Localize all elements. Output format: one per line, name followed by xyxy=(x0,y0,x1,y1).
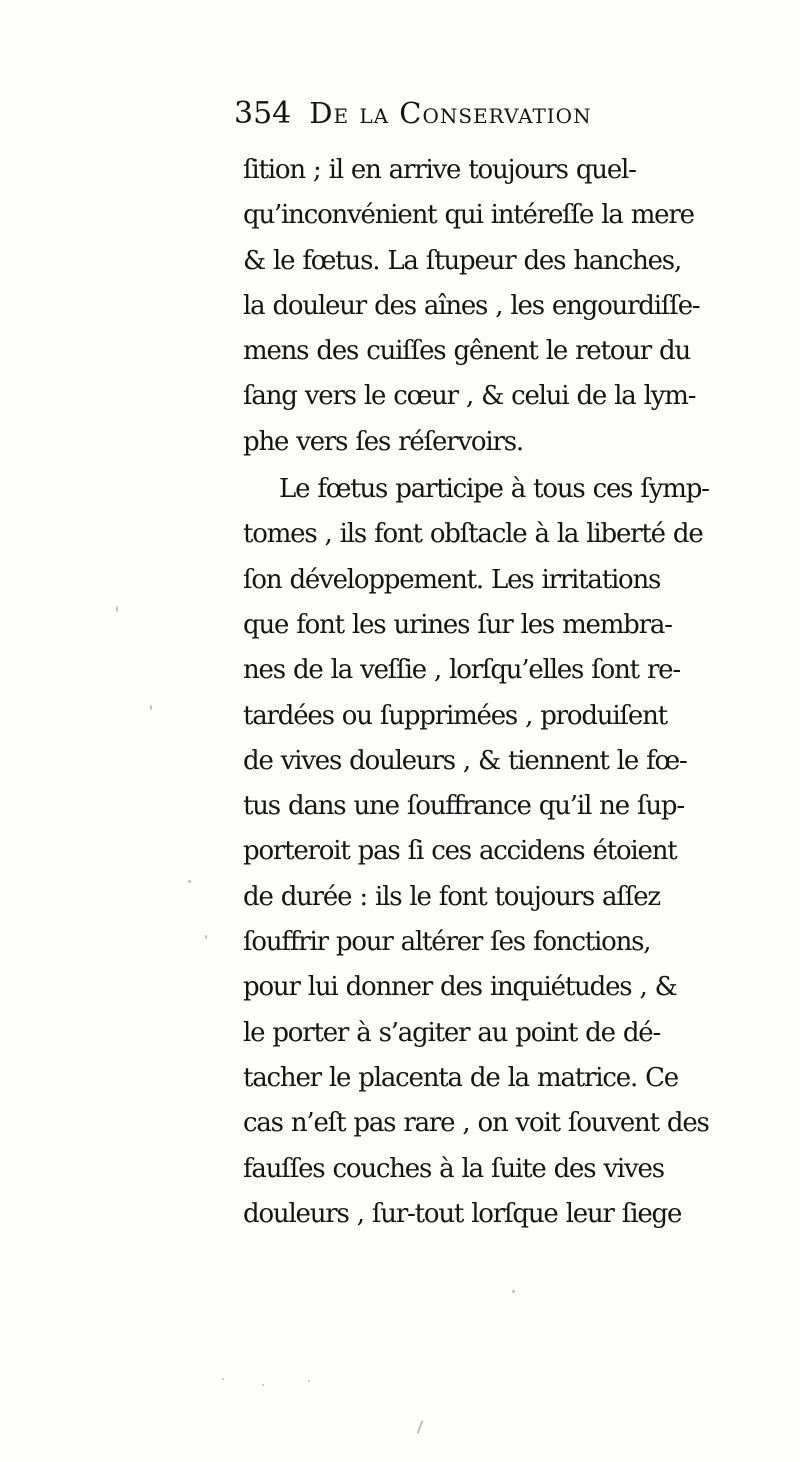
paper-speck xyxy=(205,935,207,939)
text-line: que font les urines ſur les membra- xyxy=(243,609,672,640)
text-line: le porter à s’agiter au point de dé- xyxy=(243,1017,661,1048)
text-line: tomes , ils font obſtacle à la liberté de xyxy=(243,519,703,550)
text-line: ſon développement. Les irritations xyxy=(243,564,661,595)
text-line: cas n’eſt pas rare , on voit ſouvent des xyxy=(243,1108,709,1139)
text-line: qu’inconvénient qui intéreſſe la mere xyxy=(243,200,694,231)
text-line: & le fœtus. La ſtupeur des hanches, xyxy=(243,245,682,276)
text-line: porteroit pas ſi ces accidens étoient xyxy=(243,836,677,867)
text-line: Le fœtus participe à tous ces ſymp- xyxy=(279,474,709,505)
text-line: ſition ; il en arrive toujours quel- xyxy=(243,155,636,185)
body-text xyxy=(243,148,800,1237)
text-line: fauſſes couches à la ſuite des vives xyxy=(243,1153,664,1184)
text-line: ſang vers le cœur , & celui de la lym- xyxy=(243,381,696,412)
text-line: tardées ou ſupprimées , produiſent xyxy=(243,700,667,731)
running-head: De la Conservation xyxy=(309,96,592,130)
text-line: nes de la veſſie , lorſqu’elles ſont re- xyxy=(243,655,680,686)
paper-speck xyxy=(512,1290,515,1293)
page-header xyxy=(234,96,800,144)
paper-speck xyxy=(222,1378,224,1380)
text-line: mens des cuiſſes gênent le retour du xyxy=(243,336,691,367)
paper-speck xyxy=(188,880,191,883)
paper-speck xyxy=(150,705,152,710)
paper-speck xyxy=(116,606,118,612)
text-line: ſouffrir pour altérer ſes fonctions, xyxy=(243,927,651,958)
paper-speck xyxy=(417,1420,424,1434)
paragraph xyxy=(243,467,800,1237)
text-line: pour lui donner des inquiétudes , & xyxy=(243,972,677,1003)
paper-speck xyxy=(262,1384,264,1386)
text-line: de vives douleurs , & tiennent le fœ- xyxy=(243,745,687,776)
text-line: douleurs , ſur-tout lorſque leur ſiege xyxy=(243,1198,682,1229)
paragraph xyxy=(243,148,800,465)
text-line: tacher le placenta de la matrice. Ce xyxy=(243,1062,678,1093)
text-line: la douleur des aînes , les engourdiſſe- xyxy=(243,290,700,321)
text-line: de durée : ils le font toujours aſſez xyxy=(243,881,660,912)
text-line: phe vers ſes réſervoirs. xyxy=(243,426,523,457)
paper-speck xyxy=(308,1380,310,1382)
page-number: 354 xyxy=(234,96,292,131)
text-line: tus dans une ſouffrance qu’il ne ſup- xyxy=(243,791,684,822)
